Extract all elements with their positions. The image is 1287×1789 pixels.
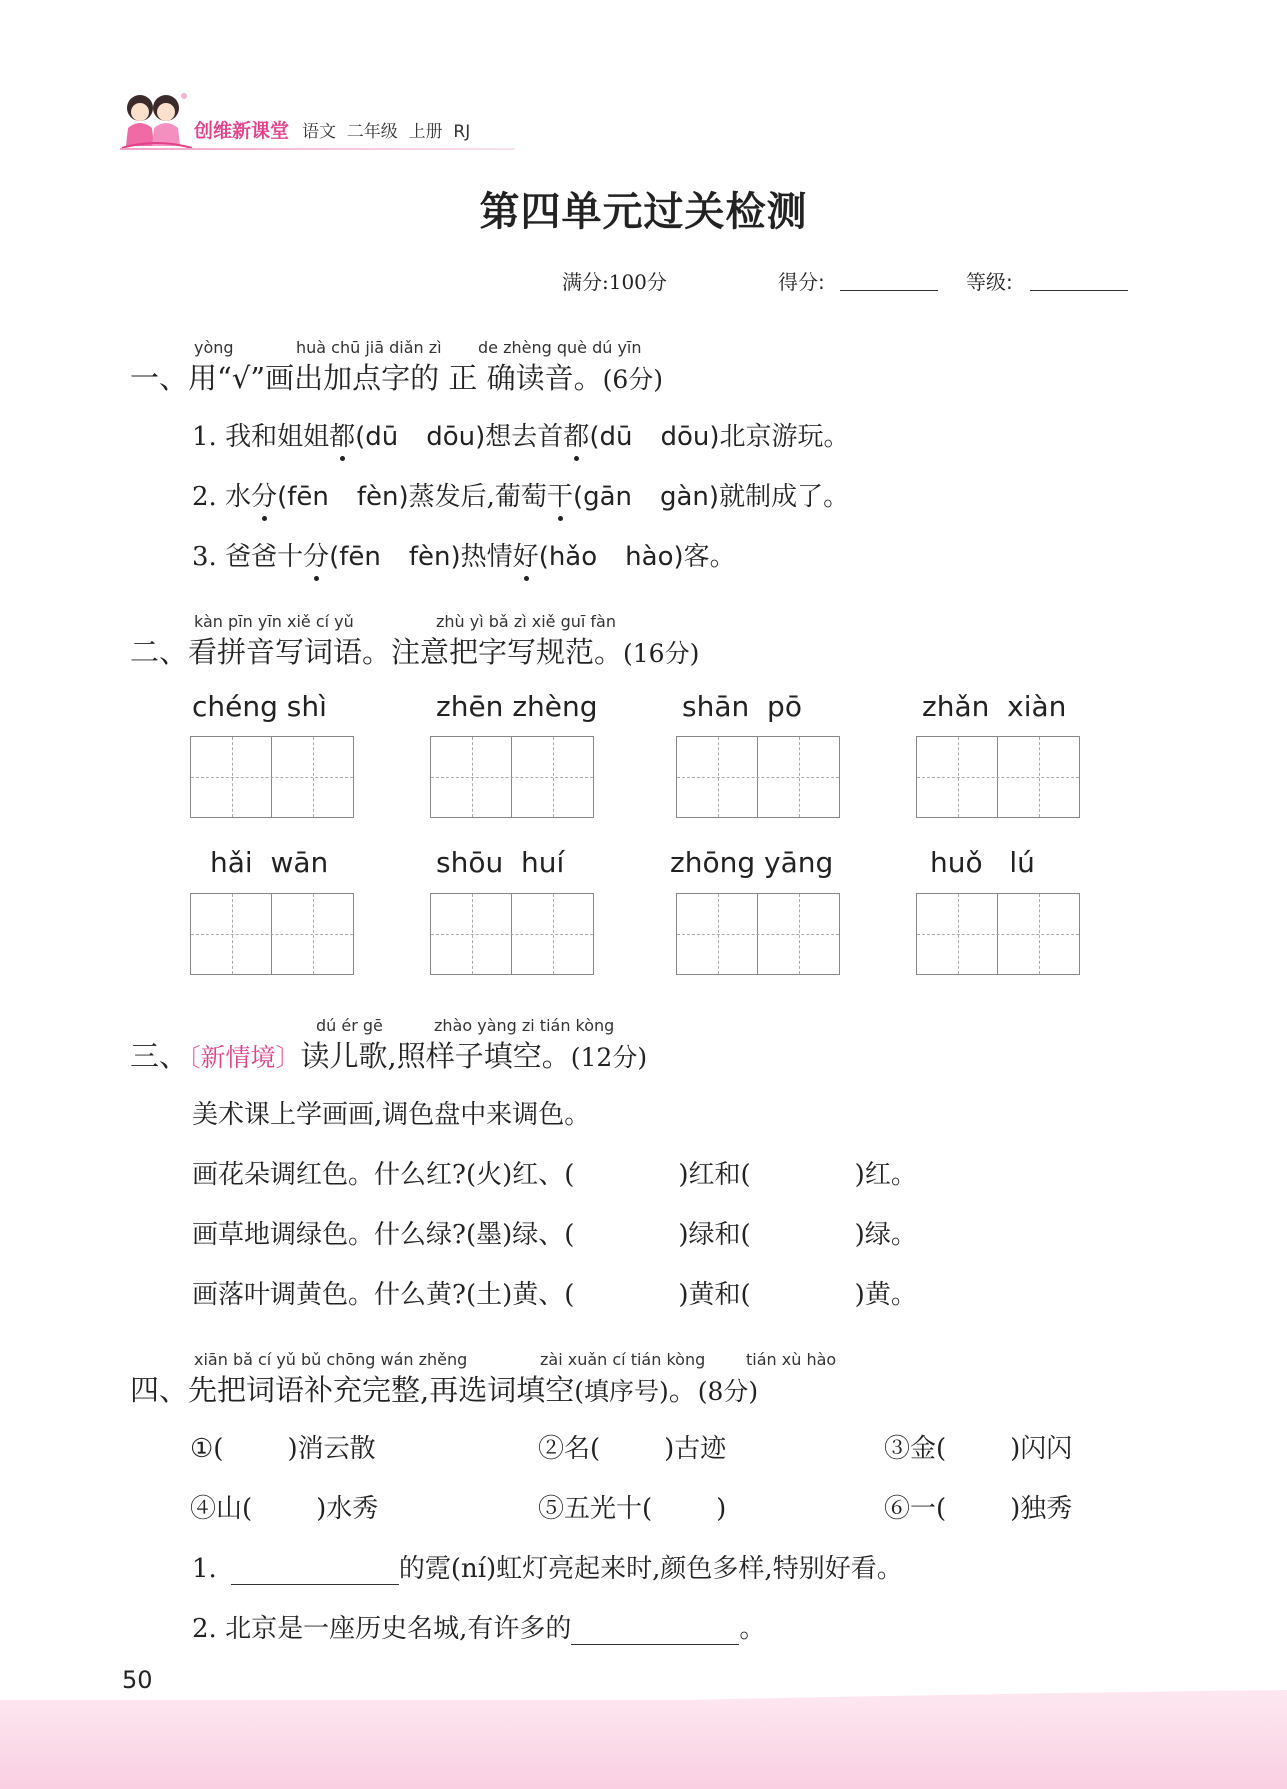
page-number: 50 [122,1666,153,1694]
word-pinyin: zhōng yāng [670,846,834,879]
points: (6分) [602,365,664,394]
text: 就制成了。 [719,482,850,512]
word-pinyin: zhǎn xiàn [922,690,1067,723]
fill-line [192,1274,917,1311]
pinyin-option[interactable]: dōu) [426,422,486,452]
text: 2. 水 [192,482,252,512]
section-2-heading [130,630,699,671]
section-4-heading [130,1368,758,1409]
writing-grid[interactable] [676,893,840,975]
dotted-char: 都 [329,422,356,452]
text: )黄。 [854,1280,917,1310]
word-pinyin: hǎi wān [210,846,329,879]
pinyin-annotation: zhào yàng zi tián kòng [434,1016,615,1035]
grade-label: 等级: [966,270,1013,294]
heading-text: 读儿歌,照样子填空。 [300,1039,571,1073]
brand-name: 创维新课堂 [194,120,290,142]
text: 北京游玩。 [719,422,850,452]
fill-line [192,1154,917,1191]
writing-grid[interactable] [430,893,594,975]
dotted-char: 好 [512,542,539,572]
points: (16分) [623,639,700,668]
poem-intro: 美术课上学画画,调色盘中来调色。 [192,1100,591,1130]
pinyin-annotation: kàn pīn yīn xiě cí yǔ [194,612,354,631]
answer-blank[interactable] [571,1620,739,1645]
heading-text: 正 [448,361,478,395]
pinyin-option[interactable]: (dū [589,422,633,452]
heading-text: 一、用“√”画出加点字的 [130,361,440,395]
text: 1. [192,1554,217,1584]
text: )黄和( [678,1280,751,1310]
answer-blank[interactable] [231,1560,399,1585]
header-divider [120,148,515,150]
fill-sentence-2 [192,1608,765,1645]
heading-text: 三、 [130,1039,189,1073]
writing-grid[interactable] [916,736,1080,818]
pinyin-option[interactable]: (fēn [329,542,381,572]
heading-note: (填序号) [574,1377,669,1406]
heading-text: 确读音。 [486,361,603,395]
pinyin-option[interactable]: gàn) [660,482,720,512]
pinyin-annotation: huà chū jiā diǎn zì [296,338,442,357]
writing-grid[interactable] [190,736,354,818]
pinyin-option[interactable]: fèn) [356,482,409,512]
pinyin-option[interactable]: (gān [572,482,632,512]
idiom-option: ③金( )闪闪 [884,1434,1073,1464]
word-pinyin: chéng shì [192,690,327,723]
text: 画落叶调黄色。什么黄?(土)黄、( [192,1280,575,1310]
dotted-char: 分 [251,482,278,512]
text: 3. 爸爸十 [192,542,304,572]
fill-line [192,1214,917,1251]
question-2-line [192,476,849,513]
writing-grid[interactable] [190,893,354,975]
section-3-heading [130,1034,647,1075]
text: 1. 我和姐姐 [192,422,330,452]
pinyin-option[interactable]: (dū [355,422,399,452]
question-1-line [192,416,850,453]
footer-band [0,1700,1287,1789]
text: 的霓(ní)虹灯亮起来时,颜色多样,特别好看。 [398,1554,903,1584]
pinyin-option[interactable]: hào) [625,542,684,572]
idiom-option: ⑤五光十( ) [538,1494,727,1524]
word-pinyin: huǒ lú [930,846,1035,879]
fill-sentence-1 [192,1548,903,1585]
text: 热情 [460,542,513,572]
writing-grid[interactable] [916,893,1080,975]
text: 2. 北京是一座历史名城,有许多的 [192,1614,572,1644]
idiom-option: ④山( )水秀 [190,1494,379,1524]
pinyin-annotation: de zhèng què dú yīn [478,338,642,357]
pinyin-annotation: tián xù hào [746,1350,837,1369]
full-score: 满分:100分 [562,270,667,294]
book-info: 语文 二年级 上册 RJ [302,122,471,142]
points: (12分) [570,1043,648,1072]
points: (8分) [697,1377,759,1406]
score-blank[interactable] [840,290,938,291]
idiom-option: ⑥一( )独秀 [884,1494,1073,1524]
dotted-char: 干 [546,482,573,512]
pinyin-option[interactable]: dōu) [660,422,720,452]
question-3-line [192,536,736,573]
text: 蒸发后,葡萄 [408,482,547,512]
section-1-heading [130,356,663,397]
heading-text: 。 [668,1373,698,1407]
mascot-logo [118,88,194,152]
idiom-option: ①( )消云散 [190,1434,376,1464]
heading-text: 二、看拼音写词语。注意把字写规范。 [130,635,624,669]
score-label: 得分: [778,270,825,294]
text: 画草地调绿色。什么绿?(墨)绿、( [192,1220,575,1250]
writing-grid[interactable] [676,736,840,818]
pinyin-option[interactable]: (hǎo [538,542,598,572]
idiom-option: ②名( )古迹 [538,1434,727,1464]
pinyin-annotation: xiān bǎ cí yǔ bǔ chōng wán zhěng [194,1350,468,1369]
writing-grid[interactable] [430,736,594,818]
word-pinyin: zhēn zhèng [436,690,598,723]
pinyin-option[interactable]: fèn) [408,542,461,572]
pinyin-annotation: yòng [194,338,234,357]
text: )红。 [854,1160,917,1190]
text: )红和( [678,1160,751,1190]
text: 客。 [683,542,736,572]
pinyin-option[interactable]: (fēn [277,482,329,512]
text: )绿。 [854,1220,917,1250]
pinyin-annotation: zhù yì bǎ zì xiě guī fàn [436,612,616,631]
dotted-char: 分 [303,542,330,572]
heading-text: 四、先把词语补充完整,再选词填空 [130,1373,575,1407]
word-pinyin: shōu huí [436,846,565,879]
dotted-char: 都 [563,422,590,452]
text: 。 [739,1614,766,1644]
text: 画花朵调红色。什么红?(火)红、( [192,1160,575,1190]
new-context-tag: 〔新情境〕 [188,1043,301,1072]
text: )绿和( [678,1220,751,1250]
page-title: 第四单元过关检测 [479,188,808,235]
pinyin-annotation: zài xuǎn cí tián kòng [540,1350,706,1369]
grade-blank[interactable] [1030,290,1128,291]
text: 想去首 [485,422,564,452]
word-pinyin: shān pō [682,690,802,723]
pinyin-annotation: dú ér gē [316,1016,383,1035]
